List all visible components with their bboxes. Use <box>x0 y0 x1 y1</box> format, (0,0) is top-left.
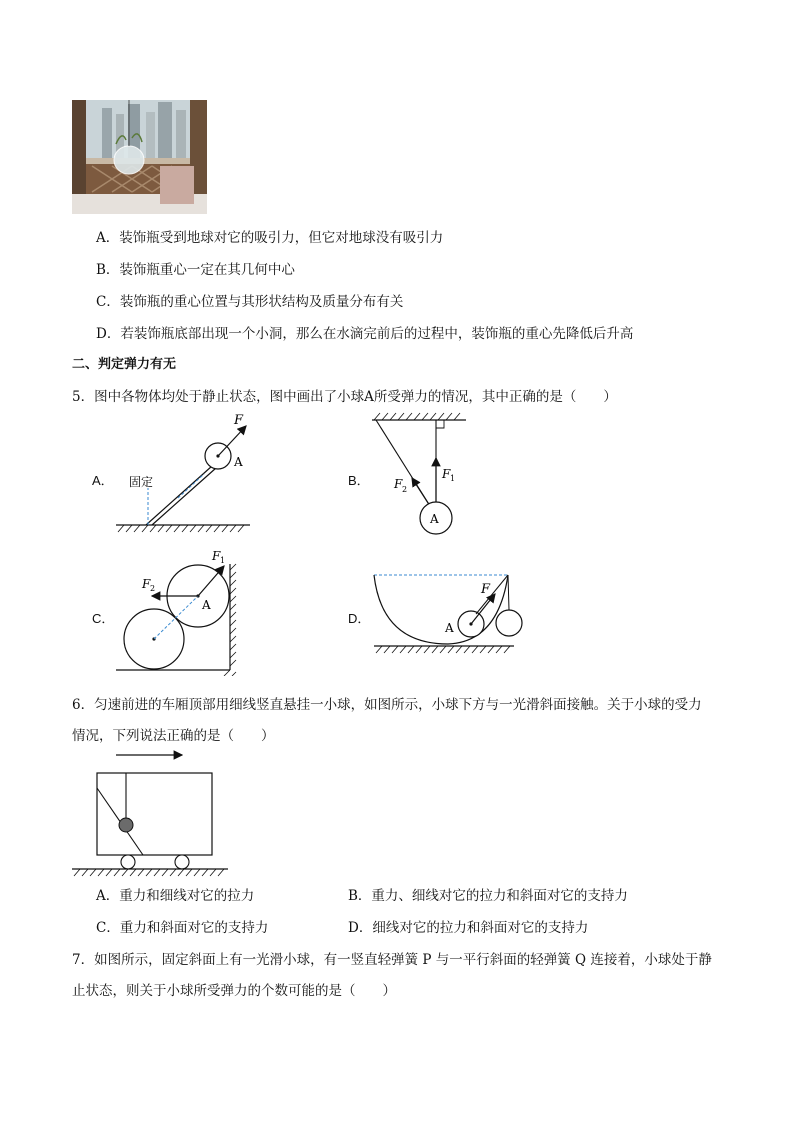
q4-option-a: A．装饰瓶受到地球对它的吸引力，但它对地球没有吸引力 <box>96 230 444 246</box>
f1-label: F <box>442 467 451 481</box>
q6-stem-line-2: 情况，下列说法正确的是（ ） <box>72 728 275 744</box>
rod-line <box>146 466 212 525</box>
ceiling-hatch <box>374 413 460 420</box>
decorative-vase-photo <box>72 100 207 214</box>
f1-subscript: 1 <box>450 474 456 483</box>
q4-option-c: C．装饰瓶的重心位置与其形状结构及质量分布有关 <box>96 294 404 310</box>
dashed-incline <box>178 474 204 498</box>
ball-label: A <box>430 512 439 526</box>
q4-option-d: D．若装饰瓶底部出现一个小洞，那么在水滴完前后的过程中，装饰瓶的重心先降低后升高 <box>96 326 634 342</box>
q6-option-a: A．重力和细线对它的拉力 <box>96 888 255 904</box>
second-ball <box>496 610 522 636</box>
q5-figure-d <box>368 566 528 656</box>
ball-label: A <box>234 455 243 469</box>
q6-option-d: D．细线对它的拉力和斜面对它的支持力 <box>348 920 589 936</box>
q5-label-a: A． <box>92 473 114 488</box>
section-2-heading: 二、判定弹力有无 <box>72 357 177 372</box>
q5-label-d: D． <box>348 611 371 626</box>
q6-cart-figure <box>70 748 230 882</box>
q5-stem: 5．图中各物体均处于静止状态，图中画出了小球A所受弹力的情况，其中正确的是（ ） <box>72 389 617 405</box>
q5-figure-c <box>116 546 242 676</box>
right-angle-mark <box>436 420 444 428</box>
q7-stem-line-1: 7．如图所示，固定斜面上有一光滑小球，有一竖直轻弹簧 P 与一平行斜面的轻弹簧 Q 连接着，小球处于静 <box>72 952 712 968</box>
force-label: F <box>481 582 491 597</box>
left-wheel <box>121 855 135 869</box>
force-label: F <box>234 413 244 428</box>
f2-label: F <box>394 477 403 491</box>
q5-figure-a <box>110 408 260 536</box>
vase-photo-illustration <box>72 100 207 214</box>
ground-hatch <box>376 646 510 653</box>
q5-label-c: C． <box>92 611 115 626</box>
q6-option-b: B．重力、细线对它的拉力和斜面对它的支持力 <box>348 888 628 904</box>
f1-label: F <box>212 549 221 563</box>
hanging-string <box>508 575 509 610</box>
q5-label-b: B． <box>348 473 370 488</box>
force-f2-arrow <box>412 478 430 506</box>
q7-stem-line-2: 止状态，则关于小球所受弹力的个数可能的是（ ） <box>72 983 396 999</box>
ground-hatch <box>74 869 224 876</box>
small-ball <box>119 818 133 832</box>
ball-label: A <box>445 621 454 635</box>
rod-line-2 <box>152 468 216 525</box>
q6-stem-line-1: 6．匀速前进的车厢顶部用细线竖直悬挂一小球，如图所示，小球下方与一光滑斜面接触。关于小球的受力 <box>72 697 702 713</box>
ball-label: A <box>202 598 211 612</box>
f1-subscript: 1 <box>220 556 226 565</box>
right-wheel <box>175 855 189 869</box>
q6-option-c: C．重力和斜面对它的支持力 <box>96 920 269 936</box>
q5-figure-b <box>366 412 476 538</box>
q4-option-b: B．装饰瓶重心一定在其几何中心 <box>96 262 295 278</box>
force-arrow <box>218 426 246 456</box>
f2-subscript: 2 <box>402 485 408 494</box>
ground-hatch <box>118 525 244 532</box>
fixed-label: 固定 <box>129 475 154 489</box>
f2-subscript: 2 <box>150 584 156 593</box>
f2-label: F <box>142 577 151 591</box>
